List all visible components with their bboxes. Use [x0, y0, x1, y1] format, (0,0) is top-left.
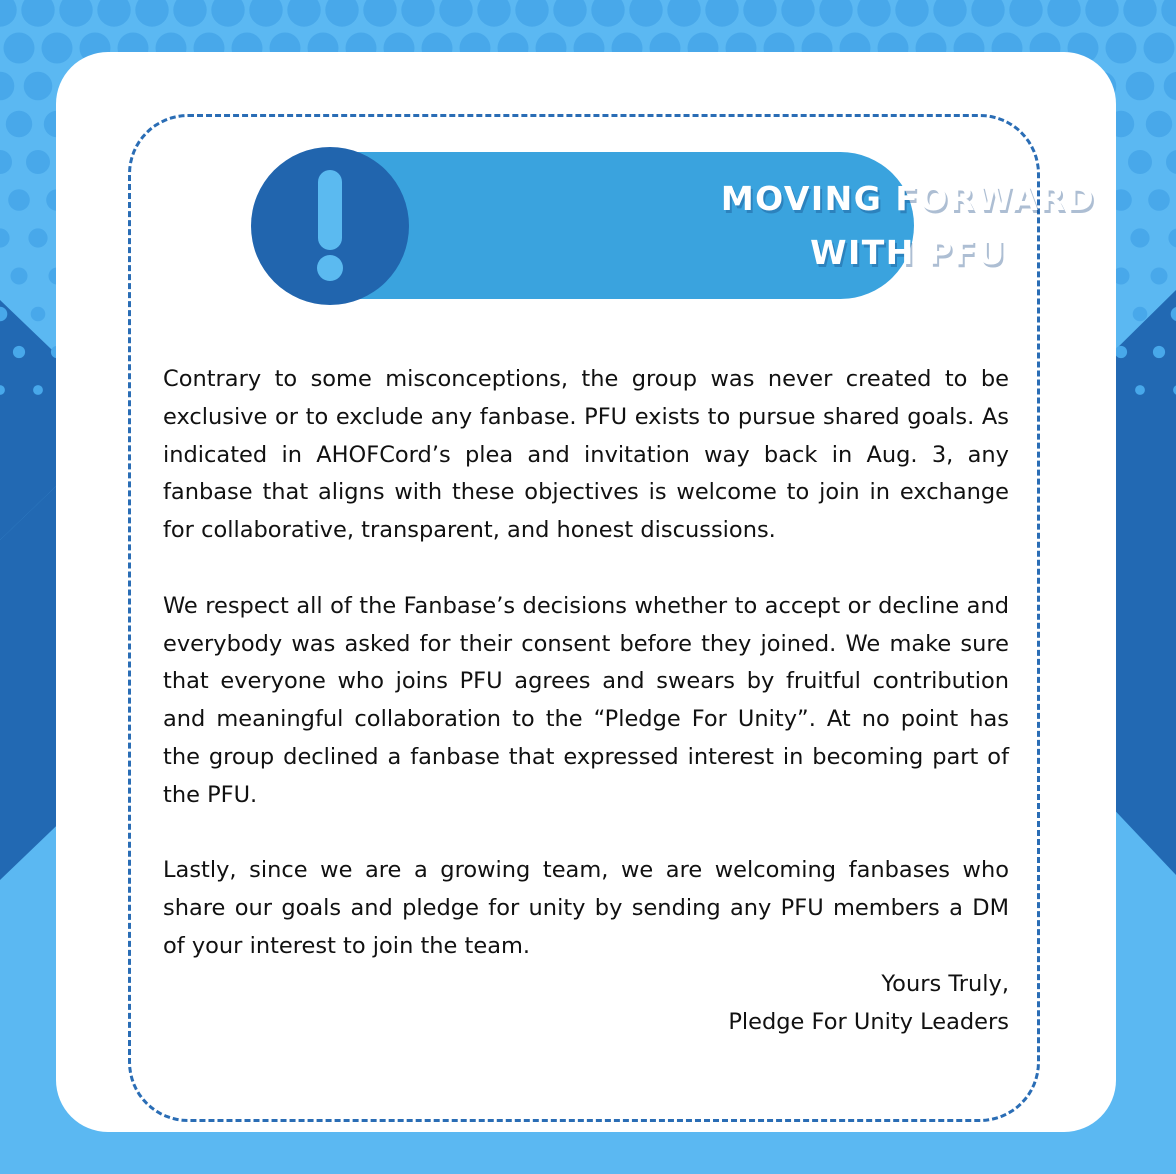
- background-dot: [8, 189, 30, 211]
- paragraph-1: Contrary to some misconceptions, the group was never created to be exclusive or to exclude any fanbase. PFU exists to pursue shared goals. As indicated in AHOFCord’s plea and invitation way back in Aug. 3, any fanbase that aligns with these objectives is welcome to join in exchange for collaborative, transparent, and honest discussions.: [163, 366, 1009, 544]
- background-dot: [1146, 111, 1172, 137]
- background-dot: [1135, 385, 1145, 395]
- background-dot: [13, 346, 25, 358]
- background-dot: [1133, 307, 1148, 322]
- title-line-2: WITH PFU: [810, 232, 1006, 272]
- signature-line: Pledge For Unity Leaders: [728, 1008, 1009, 1035]
- paragraph-3: Lastly, since we are a growing team, we are welcoming fanbases who share our goals and pledge for unity by sending any PFU members a DM of your interest to join the team.: [163, 857, 1009, 959]
- exclamation-icon: [251, 147, 409, 305]
- background-dot: [1126, 72, 1155, 101]
- closing-line: Yours Truly,: [881, 970, 1009, 997]
- background-dot: [42, 33, 73, 64]
- background-dot: [1144, 33, 1175, 64]
- background-dot: [4, 33, 35, 64]
- signoff: [163, 966, 1009, 1042]
- background-dot: [28, 228, 47, 247]
- background-dot: [24, 72, 53, 101]
- background-dot: [11, 268, 28, 285]
- background-dot: [6, 111, 32, 137]
- background-dot: [1115, 346, 1127, 358]
- background-dot: [33, 385, 43, 395]
- title-line-1: MOVING FORWARD: [720, 178, 1096, 218]
- page-title: [630, 152, 1176, 299]
- background-dot: [26, 150, 50, 174]
- background-dot: [1106, 33, 1137, 64]
- background-dot: [1153, 346, 1165, 358]
- paragraph-2: We respect all of the Fanbase’s decisions whether to accept or decline and everybody was asked for their consent before they joined. We make sure that everyone who joins PFU agrees and swears by fruitful contribution and meaningful collaboration to the “Pledge For Unity”. At no point has the group declined a fanbase that expressed interest in becoming part of the PFU.: [163, 592, 1009, 808]
- background-dot: [31, 307, 46, 322]
- message-body: [163, 361, 1009, 1041]
